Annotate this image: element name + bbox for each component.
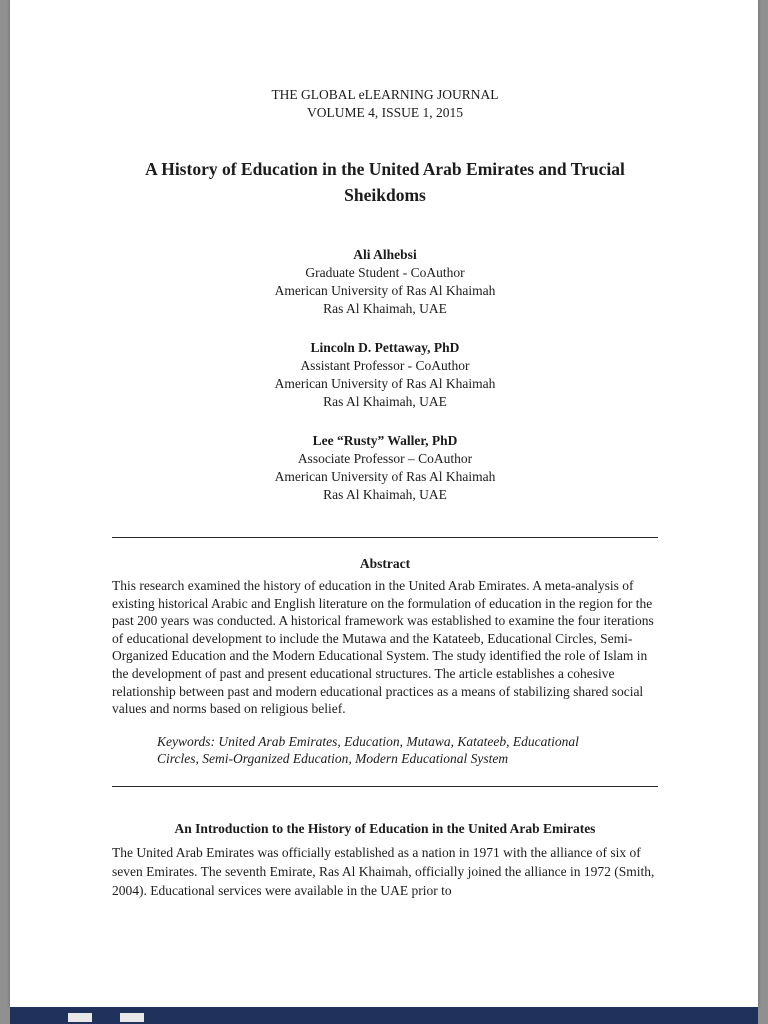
author-name: Lee “Rusty” Waller, PhD <box>312 433 458 448</box>
document-page <box>10 0 758 1007</box>
author-block <box>112 339 658 411</box>
next-page-table-cell <box>120 1013 144 1022</box>
author-affiliation: American University of Ras Al Khaimah <box>274 469 496 484</box>
author-name: Ali Alhebsi <box>353 247 417 262</box>
author-role: Assistant Professor - CoAuthor <box>300 358 470 373</box>
introduction-heading: An Introduction to the History of Education in the United Arab Emirates <box>174 820 596 836</box>
abstract-text: This research examined the history of education in the United Arab Emirates. A meta-analysis of existing historical Arabic and English literature on the formulation of education in the region for the past 200 years was conducted. A historical framework was established to examine the four iterations of educational development to include the Mutawa and the Katateeb, Educational Circles, Semi-Organized Education and the Modern Educational System. The study identified the role of Islam in the development of past and present educational structures. The article establishes a cohesive relationship between past and modern educational practices as a means of stabilizing shared social values and norms based on religious belief. <box>112 578 654 717</box>
author-affiliation: American University of Ras Al Khaimah <box>274 283 496 298</box>
introduction-text: The United Arab Emirates was officially established as a nation in 1971 with the alliance of six of seven Emirates. The seventh Emirate, Ras Al Khaimah, officially joined the alliance in 1972 (Smith, 2004). Educational services were available in the UAE prior to <box>112 844 655 898</box>
author-block <box>112 432 658 504</box>
section-divider <box>112 536 658 538</box>
author-name: Lincoln D. Pettaway, PhD <box>310 340 460 355</box>
author-affiliation: American University of Ras Al Khaimah <box>274 376 496 391</box>
journal-issue: VOLUME 4, ISSUE 1, 2015 <box>306 105 463 120</box>
next-page-preview <box>10 1007 758 1024</box>
abstract-heading: Abstract <box>359 556 411 571</box>
author-location: Ras Al Khaimah, UAE <box>323 394 447 409</box>
author-location: Ras Al Khaimah, UAE <box>323 487 447 502</box>
paper-title: A History of Education in the United Arab Emirates and Trucial Sheikdoms <box>145 159 625 205</box>
author-role: Graduate Student - CoAuthor <box>305 265 465 280</box>
author-block <box>112 246 658 318</box>
section-divider <box>112 785 658 787</box>
author-list <box>112 246 658 504</box>
keywords-line: Keywords: United Arab Emirates, Education, Mutawa, Katateeb, Educational Circles, Semi-Organized Education, Modern Educational System <box>157 733 579 767</box>
author-role: Associate Professor – CoAuthor <box>297 451 473 466</box>
author-location: Ras Al Khaimah, UAE <box>323 301 447 316</box>
next-page-table-cell <box>68 1013 92 1022</box>
journal-name: THE GLOBAL eLEARNING JOURNAL <box>271 87 499 102</box>
